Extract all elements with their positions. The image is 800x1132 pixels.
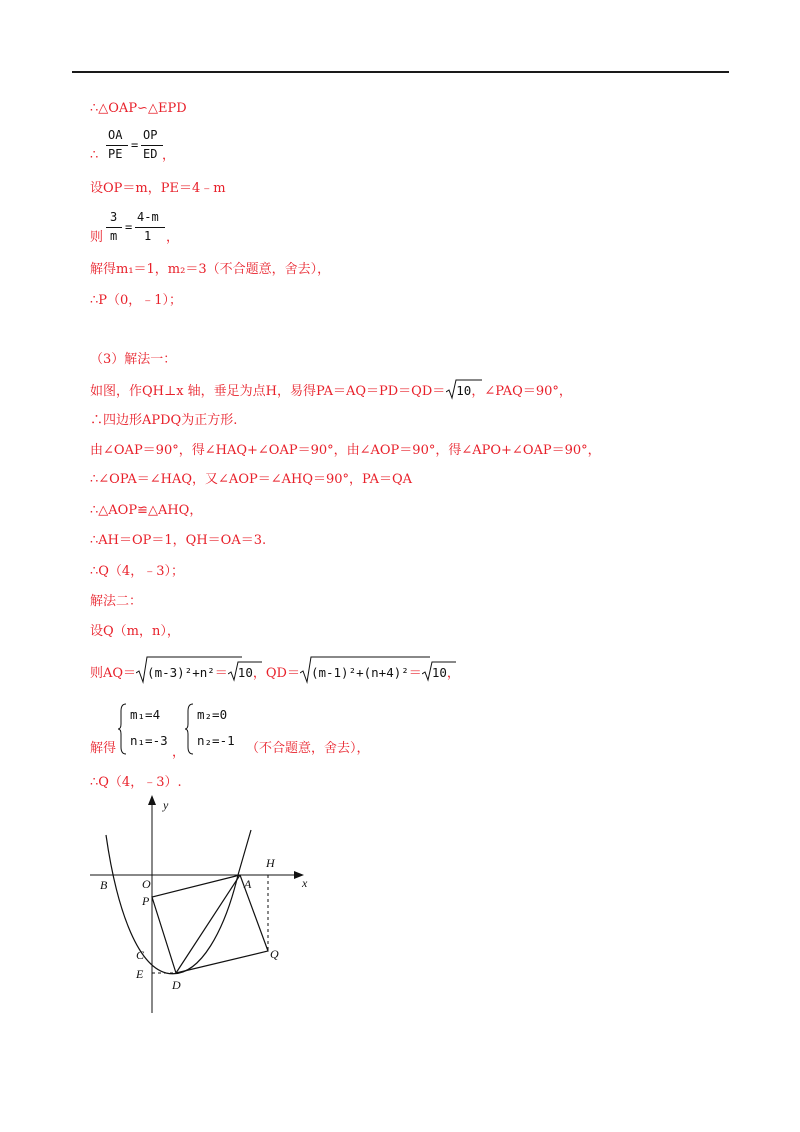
fraction-bar (106, 227, 122, 228)
frac-num-3: 3 (110, 210, 118, 224)
system2-eq-n: n₂=-1 (197, 733, 235, 748)
frac-den-m: m (110, 229, 118, 243)
label-p: P (142, 894, 150, 908)
line-set-q: 设Q（m，n）， (90, 624, 180, 639)
comma: ， (172, 745, 186, 760)
line-similar-triangles: ∴△OAP∽△EPD (90, 101, 187, 116)
label-c: C (136, 948, 145, 962)
aq-prefix: 则AQ＝ (90, 666, 137, 681)
line-final-q: ∴Q（4，﹣3）. (90, 775, 182, 790)
label-x: x (302, 876, 308, 890)
sqrt-10-a: 10 (228, 664, 253, 683)
frac-num-op: OP (143, 128, 158, 142)
label-b: B (100, 878, 108, 892)
y-axis-arrow-icon (148, 795, 156, 805)
line-part3-method1: （3）解法一： (90, 352, 177, 367)
frac-num-oa: OA (108, 128, 123, 142)
radical-sign-icon (228, 661, 262, 683)
line-congruent: ∴△AOP≌△AHQ， (90, 503, 203, 518)
frac-den-ed: ED (143, 147, 158, 161)
solve-prefix: 解得 (90, 741, 117, 756)
equals: ＝ (408, 666, 422, 681)
label-o: O (142, 877, 151, 891)
radical-sign-icon (136, 656, 242, 684)
line-distance-equations (90, 664, 460, 683)
qd-prefix: ，QD＝ (252, 666, 300, 681)
frac-den-1: 1 (144, 229, 152, 243)
construct-text: 如图，作QH⊥x 轴，垂足为点H，易得PA＝AQ＝PD＝QD＝ (90, 384, 446, 399)
line-construct-qh (90, 382, 572, 401)
frac-equals: = (131, 138, 139, 152)
fraction-bar (141, 145, 163, 146)
frac-num-4m: 4-m (137, 210, 159, 224)
label-h: H (266, 856, 275, 870)
left-brace-icon (185, 703, 195, 755)
label-d: D (172, 978, 181, 992)
header-rule (72, 71, 729, 73)
frac-equals: = (125, 220, 133, 234)
label-y: y (163, 798, 169, 812)
then-prefix: 则 (90, 230, 104, 245)
therefore-prefix: ∴ (90, 148, 99, 163)
diagonal-ad (176, 875, 240, 973)
line-point-q: ∴Q（4，﹣3）； (90, 564, 184, 579)
radical-sign-icon (300, 656, 430, 684)
system1-eq-m: m₁=4 (130, 707, 161, 722)
line-ah-qh: ∴AH＝OP＝1，QH＝OA＝3. (90, 533, 267, 548)
sqrt-qd: (m-1)²+(n+4)² (300, 664, 409, 683)
frac-den-pe: PE (108, 147, 123, 161)
radical-sign-icon (422, 661, 456, 683)
system2-eq-m: m₂=0 (197, 707, 228, 722)
line-set-op: 设OP＝m，PE＝4﹣m (90, 181, 226, 196)
sqrt-10: 10 (446, 382, 471, 401)
label-a: A (244, 877, 252, 891)
label-q: Q (270, 947, 279, 961)
line-angles: 由∠OAP＝90°，得∠HAQ+∠OAP＝90°，由∠AOP＝90°，得∠APO+∠OAP＝90°， (90, 443, 601, 458)
rejected-note: （不合题意，舍去）， (246, 741, 370, 756)
comma: ， (446, 666, 460, 681)
line-point-p: ∴P（0，﹣1）； (90, 293, 183, 308)
sqrt-aq: (m-3)²+n² (136, 664, 215, 683)
line-method2: 解法二： (90, 594, 143, 609)
line-opa-haq: ∴∠OPA＝∠HAQ，又∠AOP＝∠AHQ＝90°，PA＝QA (90, 472, 413, 487)
label-e: E (136, 967, 144, 981)
radical-sign-icon (446, 379, 482, 401)
parabola (106, 830, 251, 974)
fraction-bar (106, 145, 128, 146)
left-brace-icon (118, 703, 128, 755)
line-solve-m: 解得m₁＝1，m₂＝3（不合题意，舍去）， (90, 262, 331, 277)
comma: ， (162, 148, 176, 163)
line-square: ∴四边形APDQ为正方形. (90, 413, 238, 428)
system1-eq-n: n₁=-3 (130, 733, 168, 748)
equals: ＝ (214, 666, 228, 681)
sqrt-10-b: 10 (422, 664, 447, 683)
geometry-figure (86, 795, 318, 1017)
fraction-bar (135, 227, 165, 228)
comma: ， (166, 230, 180, 245)
angle-text: ，∠PAQ＝90°， (471, 384, 572, 399)
